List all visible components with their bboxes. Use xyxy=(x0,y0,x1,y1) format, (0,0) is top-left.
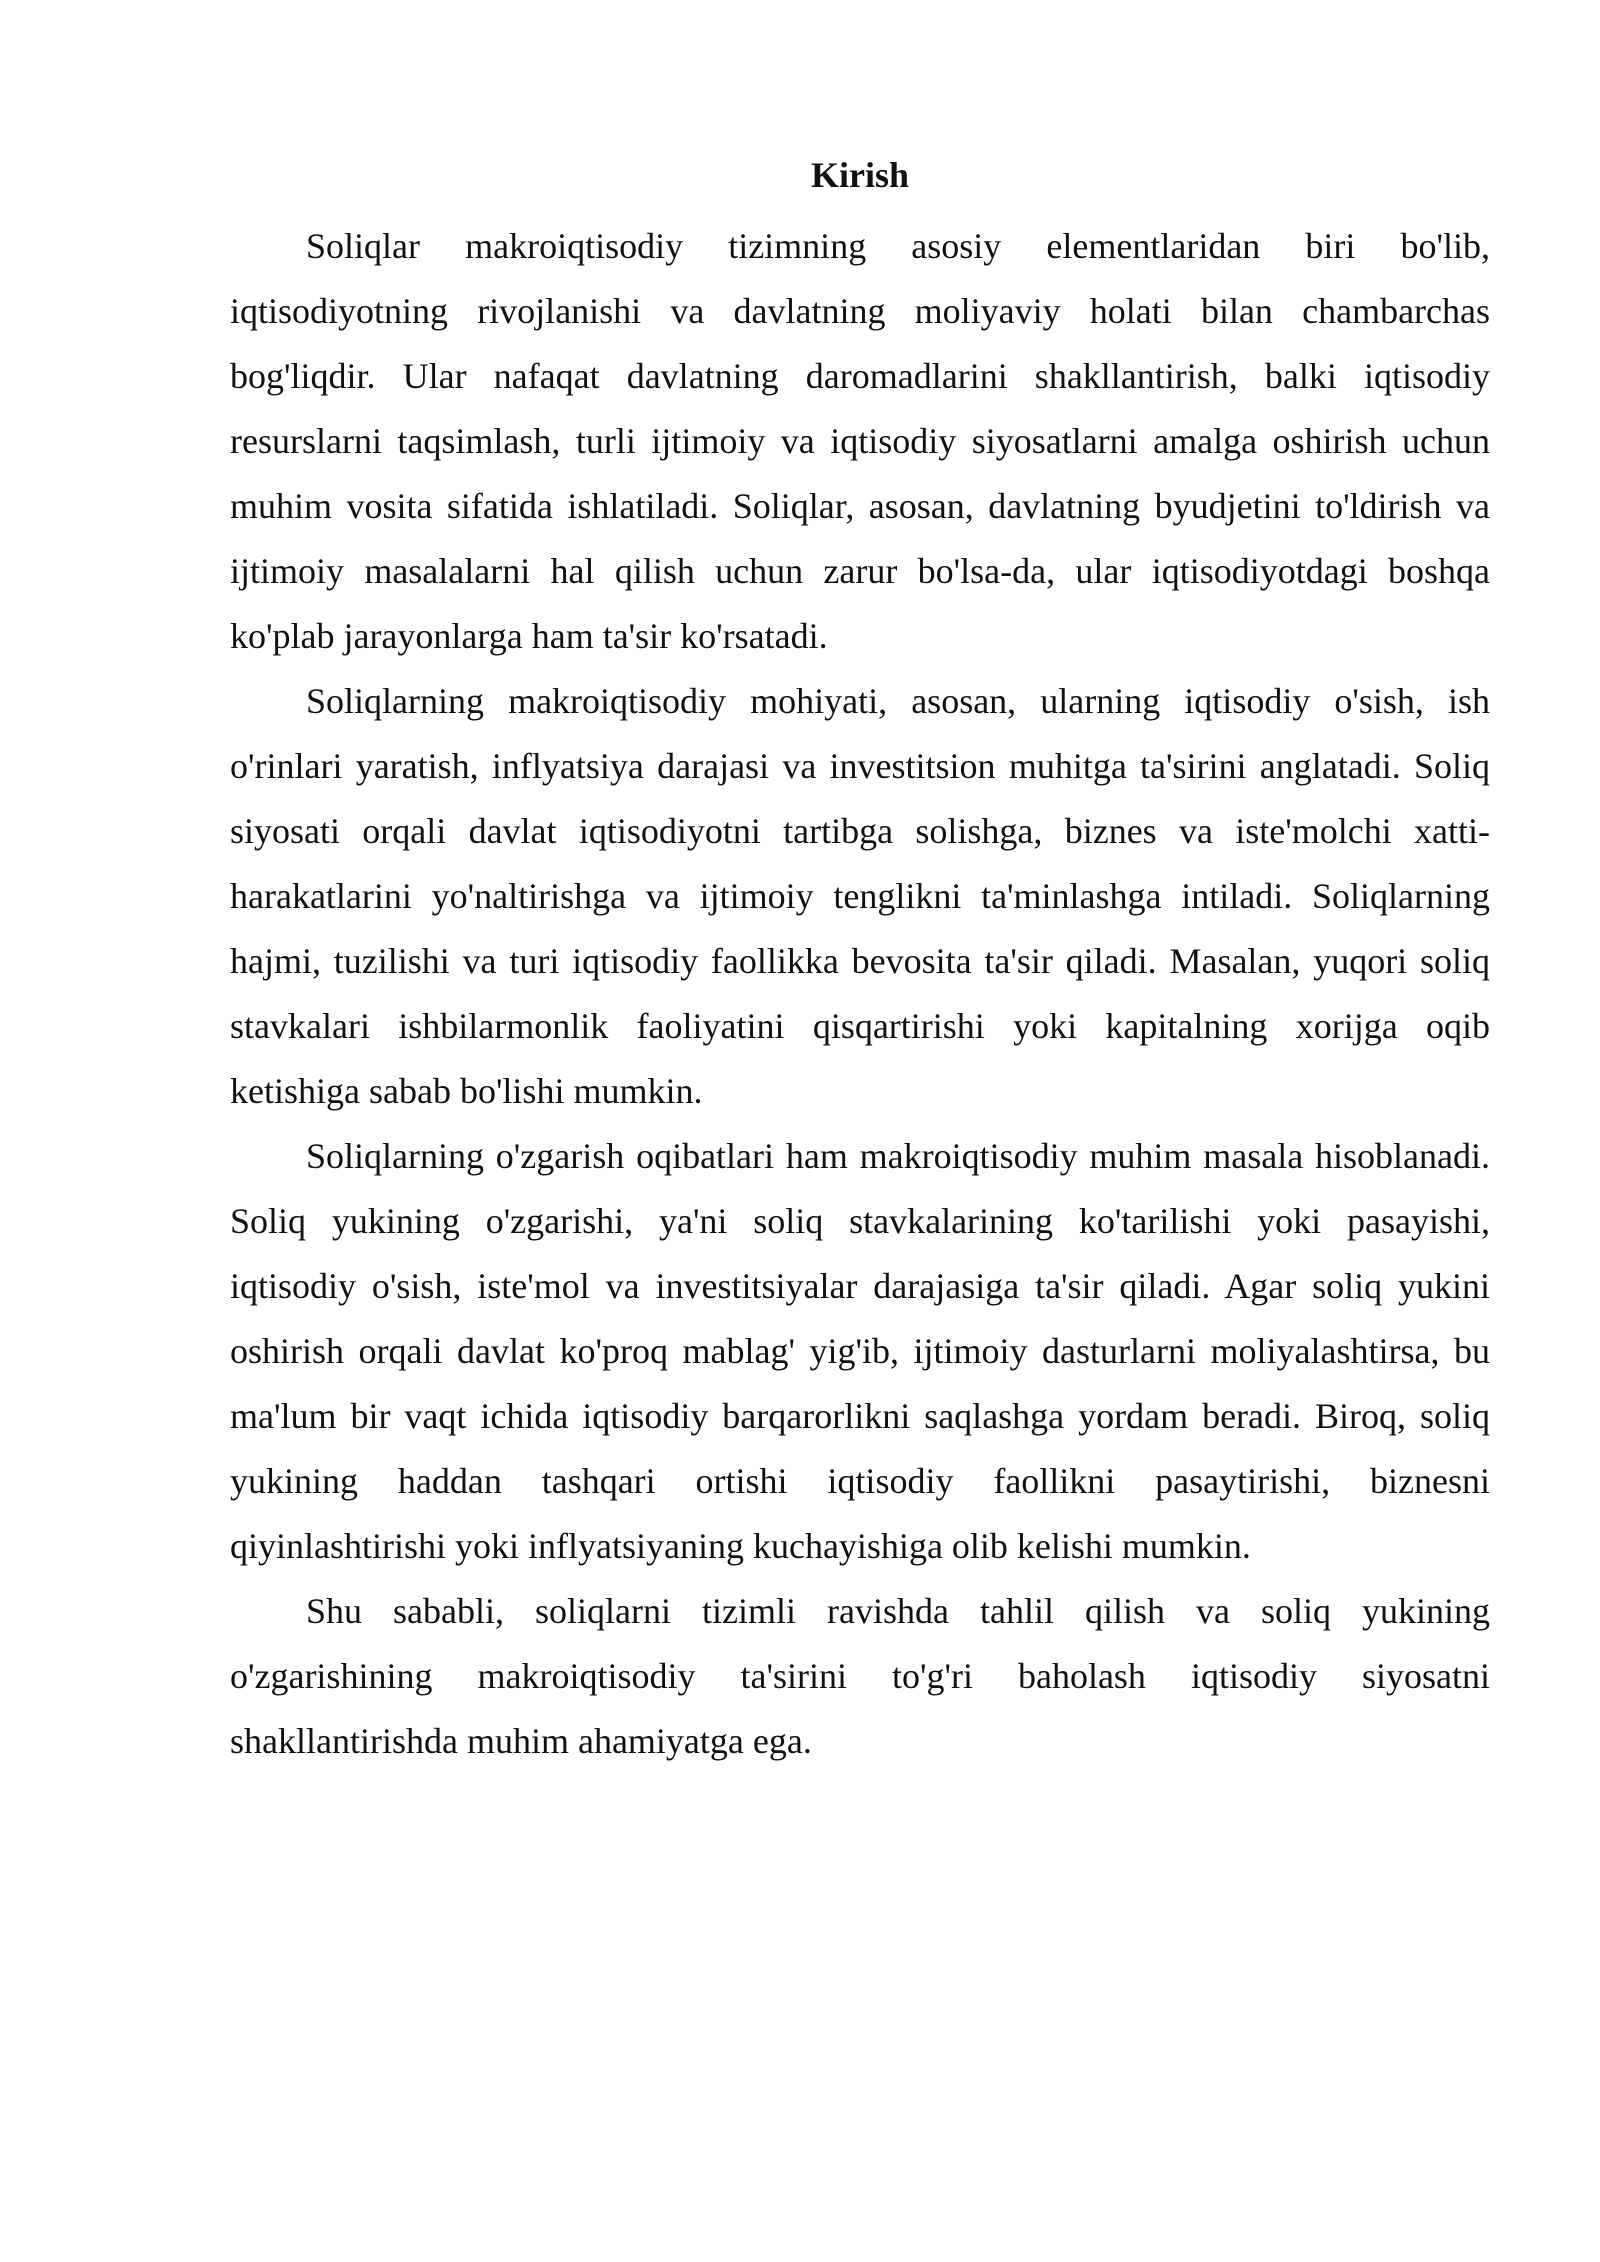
paragraph-3: Soliqlarning o'zgarish oqibatlari ham makroiqtisodiy muhim masala hisoblanadi. Soliq yukining o'zgarishi, ya'ni soliq stavkalarining ko'tarilishi yoki pasayishi, iqtisodiy o'sish, iste'mol va investitsiyalar darajasiga ta'sir qiladi. Agar soliq yukini oshirish orqali davlat ko'proq mablag' yig'ib, ijtimoiy dasturlarni moliyalashtirsa, bu ma'lum bir vaqt ichida iqtisodiy barqarorlikni saqlashga yordam beradi. Biroq, soliq yukining haddan tashqari ortishi iqtisodiy faollikni pasaytirishi, biznesni qiyinlashtirishi yoki inflyatsiyaning kuchayishiga olib kelishi mumkin. xyxy=(230,1136,1490,1566)
document-body xyxy=(230,150,1490,1774)
paragraph-1: Soliqlar makroiqtisodiy tizimning asosiy elementlaridan biri bo'lib, iqtisodiyotning rivojlanishi va davlatning moliyaviy holati bilan chambarchas bog'liqdir. Ular nafaqat davlatning daromadlarini shakllantirish, balki iqtisodiy resurslarni taqsimlash, turli ijtimoiy va iqtisodiy siyosatlarni amalga oshirish uchun muhim vosita sifatida ishlatiladi. Soliqlar, asosan, davlatning byudjetini to'ldirish va ijtimoiy masalalarni hal qilish uchun zarur bo'lsa-da, ular iqtisodiyotdagi boshqa ko'plab jarayonlarga ham ta'sir ko'rsatadi. xyxy=(230,226,1490,656)
paragraph-2: Soliqlarning makroiqtisodiy mohiyati, asosan, ularning iqtisodiy o'sish, ish o'rinlari yaratish, inflyatsiya darajasi va investitsion muhitga ta'sirini anglatadi. Soliq siyosati orqali davlat iqtisodiyotni tartibga solishga, biznes va iste'molchi xatti-harakatlarini yo'naltirishga va ijtimoiy tenglikni ta'minlashga intiladi. Soliqlarning hajmi, tuzilishi va turi iqtisodiy faollikka bevosita ta'sir qiladi. Masalan, yuqori soliq stavkalari ishbilarmonlik faoliyatini qisqartirishi yoki kapitalning xorijga oqib ketishiga sabab bo'lishi mumkin. xyxy=(230,681,1490,1111)
paragraph-4: Shu sababli, soliqlarni tizimli ravishda tahlil qilish va soliq yukining o'zgarishining makroiqtisodiy ta'sirini to'g'ri baholash iqtisodiy siyosatni shakllantirishda muhim ahamiyatga ega. xyxy=(230,1591,1490,1761)
document-title: Kirish xyxy=(810,155,909,195)
